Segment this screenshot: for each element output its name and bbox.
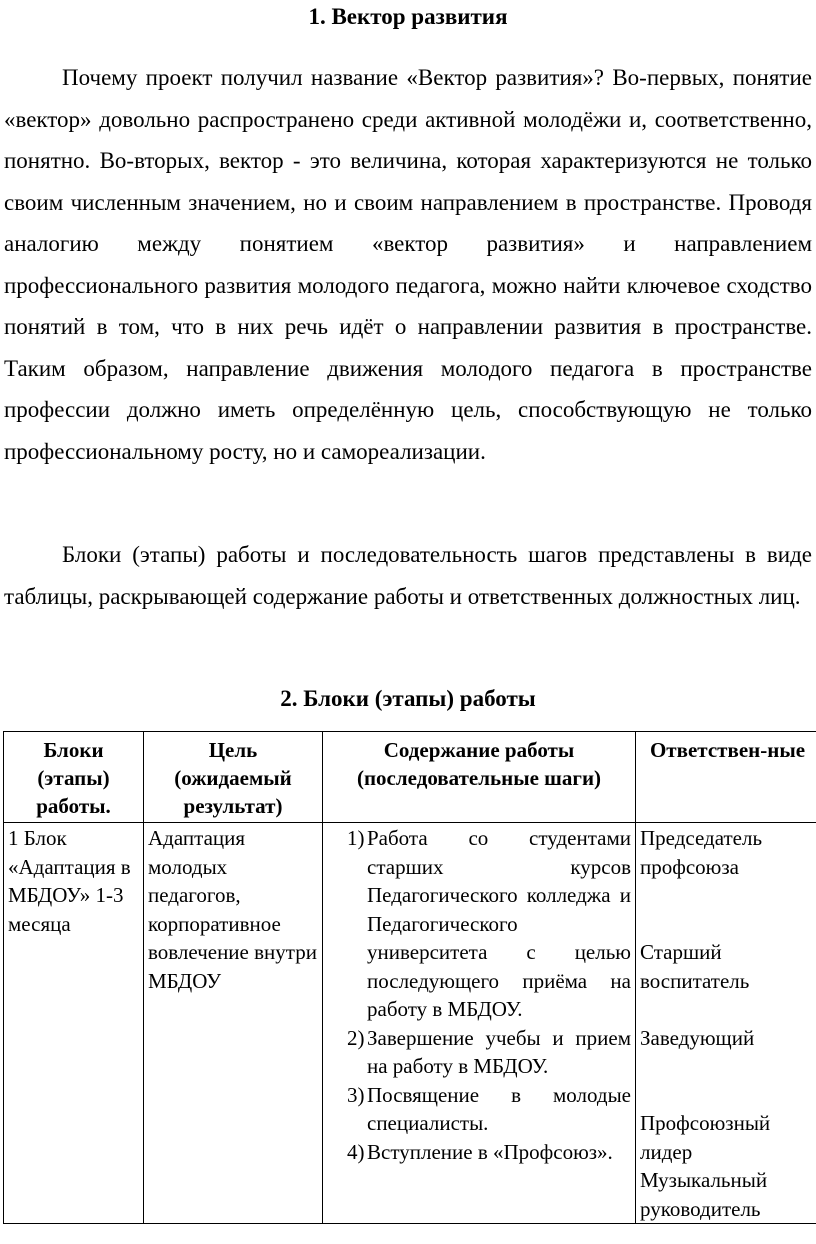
responsible-3: Заведующий xyxy=(640,1026,755,1050)
list-item: 1) Работа со студентами старших курсов Педагогического колледжа и Педагогического университета с целью последующего приёма на работу в МБДОУ. xyxy=(347,826,631,1021)
work-blocks-table xyxy=(3,731,816,1224)
table-row xyxy=(4,823,816,1224)
section-title-blocks: 2. Блоки (этапы) работы xyxy=(280,686,536,711)
cell-responsible xyxy=(636,823,816,1224)
cell-goal: Адаптация молодых педагогов, корпоративное вовлечение внутри МБДОУ xyxy=(144,823,323,1224)
header-goal: Цель (ожидаемый результат) xyxy=(144,732,323,823)
header-content: Содержание работы (последовательные шаги) xyxy=(323,732,636,823)
table-header-row xyxy=(4,732,816,823)
list-item: 3) Посвящение в молодые специалисты. xyxy=(347,1082,631,1135)
steps-list xyxy=(327,824,631,1166)
paragraph-table-intro xyxy=(4,534,812,617)
paragraph-text: Блоки (этапы) работы и последовательность шагов представлены в виде таблицы, раскрывающей содержание работы и ответственных должностных лиц. xyxy=(4,542,812,609)
responsible-2: Старший воспитатель xyxy=(640,940,750,993)
list-item: 2) Завершение учебы и прием на работу в МБДОУ. xyxy=(347,1025,631,1078)
section-title-vector: 1. Вектор развития xyxy=(308,4,508,29)
paragraph-text: Почему проект получил название «Вектор развития»? Во-первых, понятие «вектор» довольно распространено среди активной молодёжи и, соответственно, понятно. Во-вторых, вектор - это величина, которая характеризуются не только своим численным значением, но и своим направлением в пространстве. Проводя аналогию между понятием «вектор развития» и направлением профессионального развития молодого педагога, можно найти ключевое сходство понятий в том, что в них речь идёт о направлении развития в пространстве. Таким образом, направление движения молодого педагога в пространстве профессии должно иметь определённую цель, способствующую не только профессиональному росту, но и самореализации. xyxy=(4,65,812,464)
responsible-1: Председатель профсоюза xyxy=(640,826,763,879)
list-item: 4) Вступление в «Профсоюз». xyxy=(347,1139,613,1164)
header-blocks: Блоки (этапы) работы. xyxy=(4,732,144,823)
responsible-5: Музыкальный руководитель xyxy=(640,1168,768,1221)
cell-steps xyxy=(323,823,636,1224)
paragraph-vector-explanation xyxy=(4,57,812,472)
cell-block-name: 1 Блок «Адаптация в МБДОУ» 1-3 месяца xyxy=(4,823,144,1224)
header-responsible: Ответствен-ные xyxy=(636,732,816,823)
responsible-4: Профсоюзный лидер xyxy=(640,1111,771,1164)
